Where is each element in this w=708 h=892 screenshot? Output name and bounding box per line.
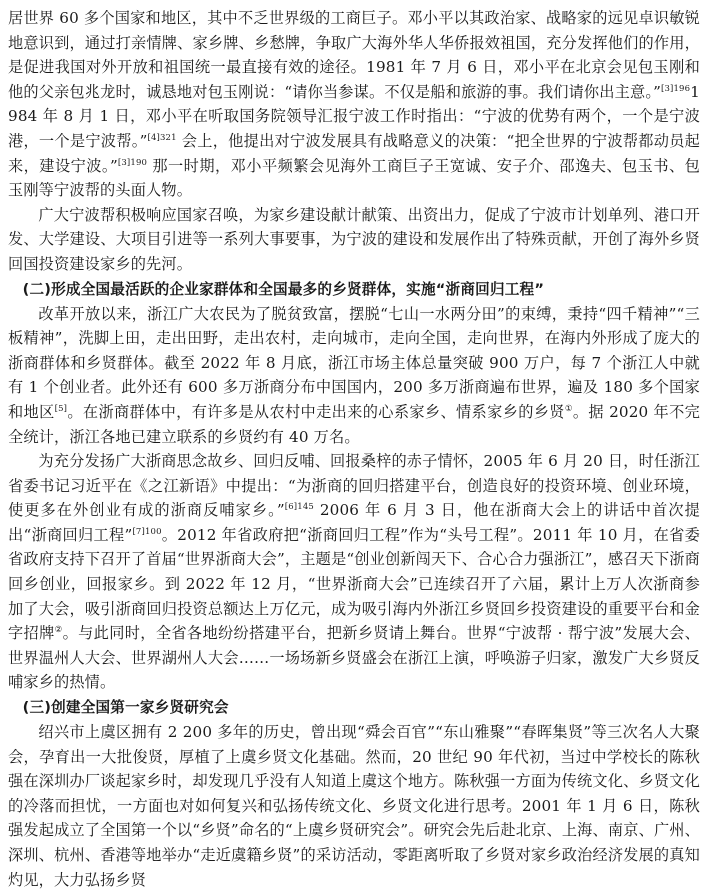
text-segment: 。据 2020 年不完全统计，浙江各地已建立联系的乡贤约有 40 万名。 — [8, 402, 700, 446]
text-segment: 。与此同时，全省各地纷纷搭建平台，把新乡贤请上舞台。世界“宁波帮 · 帮宁波”发展大会、世界温州人大会、世界湖州人大会……一场场新乡贤盛会在浙江上演，呼唤游子归家，激发广大乡贤反哺家乡的热情。 — [8, 624, 700, 692]
text-segment: 为充分发扬广大浙商思念故乡、回归反哺、回报桑梓的赤子情怀，2005 年 6 月 20 日，时任浙江省委书记习近平在《之江新语》中提出：“为浙商的回归搭建平台，创造良好的投资环境、创业环境，使更多在外创业有成的浙商反哺家乡。” — [8, 452, 700, 520]
text-segment: 。在浙商群体中，有许多是从农村中走出来的心系家乡、情系家乡的乡贤 — [67, 402, 565, 421]
text-segment: 那一时期，邓小平频繁会见海外工商巨子王宽诚、安子介、邵逸夫、包玉书、包玉刚等宁波帮的头面人物。 — [8, 156, 700, 200]
text-segment: 广大宁波帮积极响应国家召唤，为家乡建设献计献策、出资出力，促成了宁波市计划单列、港口开发、大学建设、大项目引进等一系列大事要事，为宁波的建设和发展作出了特殊贡献，开创了海外乡贤回国投资建设家乡的先河。 — [8, 205, 700, 273]
text-segment: 1984 年 8 月 1 日，邓小平在听取国务院领导汇报宁波工作时指出：“宁波的优势有两个，一个是宁波港，一个是宁波帮。” — [8, 82, 700, 150]
citation-marker: [3]190 — [117, 157, 148, 168]
text-segment: 会上，他提出对宁波发展具有战略意义的决策：“把全世界的宁波帮都动员起来，建设宁波。” — [8, 131, 701, 175]
citation-marker: [4]321 — [147, 132, 177, 143]
citation-marker: ① — [564, 403, 573, 414]
paragraph-zhejiang-merchant-groups — [8, 302, 700, 450]
citation-marker: [7]100 — [132, 526, 162, 537]
citation-marker: [6]145 — [284, 502, 314, 513]
text-segment: 2006 年 6 月 3 日，他在浙商大会上的讲话中首次提出“浙商回归工程” — [8, 501, 700, 544]
text-segment: 居世界 60 多个国家和地区，其中不乏世界级的工商巨子。邓小平以其政治家、战略家的远见卓识敏锐地意识到，通过打亲情牌、家乡牌、乡愁牌，争取广大海外华人华侨报效祖国，充分发挥他们的作用，是促进我国对外开放和祖国统一最直接有效的途径。1981 年 7 月 6 日，邓小平在北京会见包玉刚和他的父亲包兆龙时，诚恳地对包玉刚说：“请你当参谋。不仅是船和旅游的事。我们请你出主意。” — [8, 9, 700, 101]
paragraph-merchant-return-project — [8, 449, 700, 695]
paragraph-ningbo-bang-response — [8, 203, 700, 277]
text-segment: 。2012 年省政府把“浙商回归工程”作为“头号工程”。2011 年 10 月，在省委省政府支持下召开了首届“世界浙商大会”，主题是“创业创新闯天下、合心合力强浙江”，感召天下浙商回乡创业，回报家乡。到 2022 年 12 月，“世界浙商大会”已连续召开了六届，累计上万人次浙商参加了大会，吸引浙商回归投资总额达上万亿元，成为吸引海内外浙江乡贤回乡投资建设的重要平台和金字招牌 — [8, 525, 700, 643]
paragraph-deng-xiaoping-ningbo — [8, 6, 700, 203]
citation-marker: ② — [54, 625, 63, 636]
text-segment: 绍兴市上虞区拥有 2 200 多年的历史，曾出现“舜会百官”“东山雅聚”“春晖集贤”等三次名人大聚会，孕育出一大批俊贤，厚植了上虞乡贤文化基础。然而，20 世纪 90 年代初，当过中学校长的陈秋强在深圳办厂谈起家乡时，却发现几乎没有人知道上虞这个地方。陈秋强一方面为传统文化、乡贤文化的冷落而担忧，一方面也对如何复兴和弘扬传统文化、乡贤文化进行思考。2001 年 1 月 6 日，陈秋强发起成立了全国第一个以“乡贤”命名的“上虞乡贤研究会”。研究会先后赴北京、上海、南京、广州、深圳、杭州、香港等地举办“走近虞籍乡贤”的采访活动，零距离听取了乡贤对家乡政治经济发展的真知灼见，大力弘扬乡贤 — [8, 723, 700, 889]
section-heading-zhejiang-merchants: (二)形成全国最活跃的企业家群体和全国最多的乡贤群体，实施“浙商回归工程” — [22, 280, 545, 298]
text-segment: 改革开放以来，浙江广大农民为了脱贫致富，摆脱“七山一水两分田”的束缚，秉持“四千精神”“三板精神”，洗脚上田，走出田野，走出农村，走向城市，走向全国，走向世界，在海内外形成了庞大的浙商群体和乡贤群体。截至 2022 年 8 月底，浙江市场主体总量突破 900 万户，每 7 个浙江人中就有 1 个创业者。此外还有 600 多万浙商分布中国国内，200 多万浙商遍布世界，遍及 180 多个国家和地区 — [8, 304, 700, 421]
citation-marker: [3]196 — [661, 83, 691, 94]
paragraph-shangyu-sage-society — [8, 720, 700, 892]
citation-marker: [5] — [54, 403, 68, 414]
section-heading-sage-research-society: (三)创建全国第一家乡贤研究会 — [22, 699, 229, 717]
